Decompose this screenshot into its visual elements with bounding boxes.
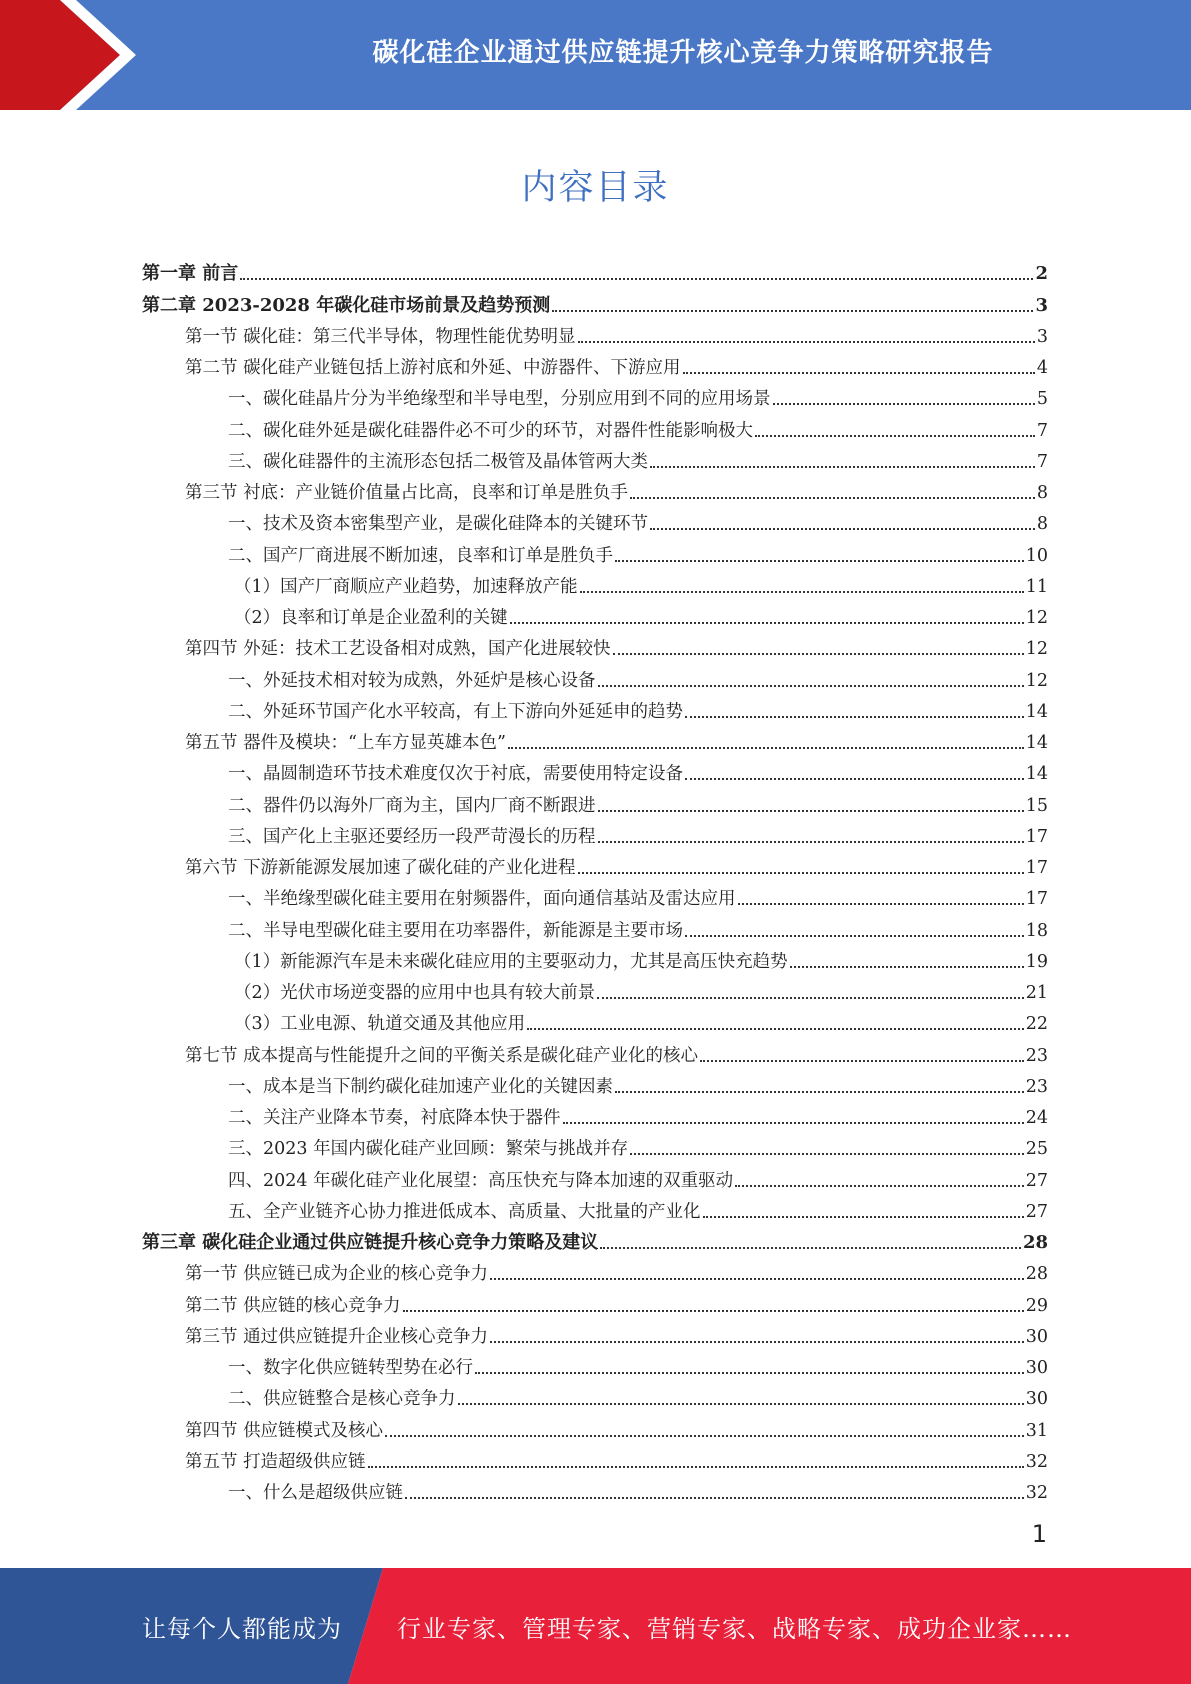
toc-leader-dots [527, 1027, 1024, 1030]
toc-entry-page: 11 [1025, 576, 1048, 597]
toc-leader-dots [598, 840, 1024, 843]
toc-leader-dots [630, 1152, 1024, 1155]
toc-entry[interactable] [142, 1317, 1048, 1348]
toc-entry-page: 27 [1025, 1170, 1048, 1191]
toc-leader-dots [685, 715, 1024, 718]
toc-leader-dots [630, 496, 1035, 499]
toc-entry-page: 32 [1025, 1483, 1048, 1503]
toc-entry-title: 第一节 供应链已成为企业的核心竞争力 [185, 1264, 489, 1285]
toc-leader-dots [755, 434, 1035, 437]
toc-leader-dots [685, 777, 1024, 780]
toc-entry-page: 14 [1025, 733, 1048, 753]
toc-title: 内容目录 [521, 168, 670, 208]
toc-entry-title: 第七节 成本提高与性能提升之间的平衡关系是碳化硅产业化的核心 [185, 1045, 699, 1066]
toc-entry[interactable] [142, 754, 1048, 785]
toc-entry[interactable] [142, 317, 1048, 348]
toc-entry[interactable] [142, 379, 1048, 410]
toc-entry-title: 三、国产化上主驱还要经历一段严苛漫长的历程 [228, 826, 596, 847]
toc-entry[interactable] [142, 1473, 1048, 1504]
toc-entry[interactable] [142, 1129, 1048, 1160]
toc-leader-dots [685, 934, 1024, 937]
toc-entry-page: 8 [1036, 514, 1048, 535]
toc-entry[interactable] [142, 910, 1048, 941]
toc-entry-title: 第三节 通过供应链提升企业核心竞争力 [185, 1326, 489, 1347]
toc-leader-dots [368, 1465, 1024, 1468]
toc-entry-title: 一、什么是超级供应链 [228, 1483, 403, 1503]
toc-entry-title: 第二节 碳化硅产业链包括上游衬底和外延、中游器件、下游应用 [185, 358, 681, 378]
toc-entry-title: 一、晶圆制造环节技术难度仅次于衬底，需要使用特定设备 [228, 764, 683, 785]
toc-leader-dots [703, 1215, 1024, 1218]
toc-entry-page: 14 [1025, 701, 1048, 722]
toc-entry-title: 一、成本是当下制约碳化硅加速产业化的关键因素 [228, 1076, 613, 1097]
toc-entry[interactable] [142, 660, 1048, 691]
toc-entry-title: （3）工业电源、轨道交通及其他应用 [234, 1014, 526, 1035]
toc-entry-title: 二、半导电型碳化硅主要用在功率器件，新能源是主要市场 [228, 920, 683, 941]
toc-entry[interactable] [142, 598, 1048, 629]
toc-entry[interactable] [142, 785, 1048, 816]
toc-entry-title: 一、外延技术相对较为成熟，外延炉是核心设备 [228, 670, 596, 691]
toc-entry-page: 3 [1036, 326, 1048, 347]
toc-leader-dots [475, 1371, 1024, 1374]
toc-entry-page: 4 [1036, 358, 1048, 378]
toc-entry-title: 一、数字化供应链转型势在必行 [228, 1358, 473, 1378]
toc-entry-title: 一、碳化硅晶片分为半绝缘型和半导电型，分别应用到不同的应用场景 [228, 389, 771, 410]
toc-entry[interactable] [142, 1223, 1048, 1254]
toc-entry-title: 第六节 下游新能源发展加速了碳化硅的产业化进程 [185, 858, 576, 878]
toc-entry[interactable] [142, 879, 1048, 910]
toc-leader-dots [563, 1121, 1024, 1124]
toc-entry[interactable] [142, 692, 1048, 723]
report-title: 碳化硅企业通过供应链提升核心竞争力策略研究报告 [372, 37, 994, 68]
toc-entry-title: 第二章 2023-2028 年碳化硅市场前景及趋势预测 [142, 294, 551, 316]
toc-entry-title: 三、碳化硅器件的主流形态包括二极管及晶体管两大类 [228, 451, 648, 472]
toc-entry-title: 第四节 供应链模式及核心 [185, 1420, 384, 1441]
toc-entry-page: 22 [1025, 1014, 1048, 1035]
toc-entry-page: 27 [1025, 1201, 1048, 1222]
toc-entry-title: 一、技术及资本密集型产业，是碳化硅降本的关键环节 [228, 514, 648, 535]
toc-leader-dots [385, 1434, 1024, 1437]
footer-slogan-left: 让每个人都能成为 [142, 1614, 342, 1643]
toc-entry-page: 7 [1036, 420, 1048, 441]
footer-banner [0, 1568, 1191, 1684]
toc-entry-page: 28 [1025, 1264, 1048, 1285]
toc-entry-page: 24 [1025, 1108, 1048, 1128]
toc-leader-dots [650, 465, 1035, 468]
toc-leader-dots [597, 996, 1024, 999]
toc-entry[interactable] [142, 1004, 1048, 1035]
toc-entry-page: 19 [1025, 951, 1048, 972]
toc-entry-title: 二、国产厂商进展不断加速，良率和订单是胜负手 [228, 545, 613, 566]
toc-leader-dots [683, 371, 1035, 374]
toc-leader-dots [580, 590, 1024, 593]
toc-entry[interactable] [142, 942, 1048, 973]
toc-leader-dots [598, 684, 1024, 687]
toc-entry[interactable] [142, 1160, 1048, 1191]
toc-entry[interactable] [142, 1410, 1048, 1441]
toc-entry[interactable] [142, 1285, 1048, 1316]
toc-entry-title: 二、外延环节国产化水平较高，有上下游向外延延申的趋势 [228, 701, 683, 722]
toc-entry-page: 21 [1025, 983, 1048, 1003]
toc-entry-title: （1）新能源汽车是未来碳化硅应用的主要驱动力，尤其是高压快充趋势 [234, 951, 788, 972]
toc-entry-title: （2）良率和订单是企业盈利的关键 [234, 608, 508, 628]
toc-entry-page: 17 [1025, 826, 1048, 847]
toc-entry-title: 二、器件仍以海外厂商为主，国内厂商不断跟进 [228, 795, 596, 816]
toc-entry-page: 17 [1025, 858, 1048, 878]
toc-leader-dots [615, 1090, 1024, 1093]
toc-entry[interactable] [142, 1442, 1048, 1473]
toc-leader-dots [700, 1059, 1024, 1062]
header-banner [0, 0, 1191, 110]
toc-entry[interactable] [142, 254, 1048, 285]
page-number: 1 [1031, 1520, 1047, 1548]
toc-entry-page: 12 [1025, 670, 1048, 691]
toc-leader-dots [552, 309, 1033, 312]
toc-entry-title: 五、全产业链齐心协力推进低成本、高质量、大批量的产业化 [228, 1201, 701, 1222]
toc-entry-page: 17 [1025, 889, 1048, 910]
toc-leader-dots [773, 402, 1035, 405]
toc-entry-title: 二、碳化硅外延是碳化硅器件必不可少的环节，对器件性能影响极大 [228, 420, 753, 441]
toc-entry[interactable] [142, 848, 1048, 879]
toc-entry-page: 12 [1025, 639, 1048, 660]
toc-entry-page: 29 [1025, 1295, 1048, 1316]
toc-entry-title: 一、半绝缘型碳化硅主要用在射频器件，面向通信基站及雷达应用 [228, 889, 736, 910]
toc-entry[interactable] [142, 1067, 1048, 1098]
toc-leader-dots [598, 809, 1024, 812]
toc-leader-dots [650, 527, 1035, 530]
toc-entry[interactable] [142, 1098, 1048, 1129]
toc-entry-page: 3 [1035, 294, 1048, 316]
toc-leader-dots [508, 746, 1024, 749]
toc-entry[interactable] [142, 1254, 1048, 1285]
toc-entry-page: 30 [1025, 1389, 1048, 1410]
toc-entry[interactable] [142, 442, 1048, 473]
toc-leader-dots [510, 621, 1024, 624]
toc-entry-page: 7 [1036, 451, 1048, 472]
toc-entry-page: 8 [1036, 483, 1048, 503]
toc-entry-page: 12 [1025, 608, 1048, 628]
toc-entry-page: 28 [1022, 1232, 1048, 1253]
toc-entry-page: 25 [1025, 1139, 1048, 1160]
toc-entry-title: 第一节 碳化硅：第三代半导体，物理性能优势明显 [185, 326, 576, 347]
toc-entry[interactable] [142, 723, 1048, 754]
toc-entry[interactable] [142, 410, 1048, 441]
toc-leader-dots [405, 1496, 1024, 1499]
toc-leader-dots [403, 1309, 1024, 1312]
toc-entry[interactable] [142, 1192, 1048, 1223]
toc-entry-page: 31 [1025, 1420, 1048, 1441]
toc-entry-title: （2）光伏市场逆变器的应用中也具有较大前景 [234, 983, 596, 1003]
toc-leader-dots [790, 965, 1024, 968]
toc-entry-title: （1）国产厂商顺应产业趋势，加速释放产能 [234, 576, 578, 597]
toc-entry-title: 第四节 外延：技术工艺设备相对成熟，国产化进展较快 [185, 639, 611, 660]
toc-entry-title: 第一章 前言 [142, 263, 239, 285]
toc-entry[interactable] [142, 1379, 1048, 1410]
toc-entry[interactable] [142, 973, 1048, 1004]
toc-entry-page: 18 [1025, 920, 1048, 941]
toc-leader-dots [578, 871, 1024, 874]
toc-leader-dots [738, 902, 1024, 905]
toc-entry[interactable] [142, 817, 1048, 848]
toc-leader-dots [240, 277, 1033, 280]
toc-entry-page: 10 [1025, 545, 1048, 566]
toc-entry-page: 30 [1025, 1358, 1048, 1378]
toc-entry-title: 第三节 衬底：产业链价值量占比高，良率和订单是胜负手 [185, 483, 629, 503]
table-of-contents [142, 254, 1048, 1504]
toc-entry-page: 5 [1036, 389, 1048, 410]
toc-leader-dots [578, 340, 1035, 343]
toc-entry-page: 2 [1035, 263, 1048, 285]
toc-leader-dots [458, 1402, 1024, 1405]
toc-entry-page: 23 [1025, 1045, 1048, 1066]
toc-entry[interactable] [142, 567, 1048, 598]
toc-entry-page: 14 [1025, 764, 1048, 785]
toc-entry-page: 30 [1025, 1326, 1048, 1347]
header-arrow-decoration [0, 0, 160, 110]
toc-entry-page: 23 [1025, 1076, 1048, 1097]
toc-entry[interactable] [142, 504, 1048, 535]
toc-leader-dots [490, 1340, 1024, 1343]
toc-entry[interactable] [142, 473, 1048, 504]
toc-entry[interactable] [142, 285, 1048, 316]
toc-entry[interactable] [142, 1035, 1048, 1066]
toc-entry-title: 三、2023 年国内碳化硅产业回顾：繁荣与挑战并存 [228, 1139, 629, 1160]
toc-leader-dots [735, 1184, 1024, 1187]
toc-entry[interactable] [142, 535, 1048, 566]
toc-entry-title: 四、2024 年碳化硅产业化展望：高压快充与降本加速的双重驱动 [228, 1170, 734, 1191]
toc-entry-title: 二、关注产业降本节奏，衬底降本快于器件 [228, 1108, 561, 1128]
toc-entry-page: 15 [1025, 795, 1048, 816]
toc-entry-title: 第五节 器件及模块：“上车方显英雄本色” [185, 733, 506, 753]
toc-entry-title: 二、供应链整合是核心竞争力 [228, 1389, 456, 1410]
toc-entry-title: 第三章 碳化硅企业通过供应链提升核心竞争力策略及建议 [142, 1232, 599, 1253]
footer-slogan-right: 行业专家、管理专家、营销专家、战略专家、成功企业家…… [397, 1614, 1072, 1643]
toc-entry-title: 第五节 打造超级供应链 [185, 1451, 366, 1472]
toc-leader-dots [600, 1246, 1021, 1249]
toc-leader-dots [613, 652, 1024, 655]
toc-entry[interactable] [142, 1348, 1048, 1379]
toc-leader-dots [615, 559, 1024, 562]
toc-entry-title: 第二节 供应链的核心竞争力 [185, 1295, 401, 1316]
toc-entry[interactable] [142, 348, 1048, 379]
toc-leader-dots [490, 1277, 1024, 1280]
toc-entry-page: 32 [1025, 1451, 1048, 1472]
toc-entry[interactable] [142, 629, 1048, 660]
